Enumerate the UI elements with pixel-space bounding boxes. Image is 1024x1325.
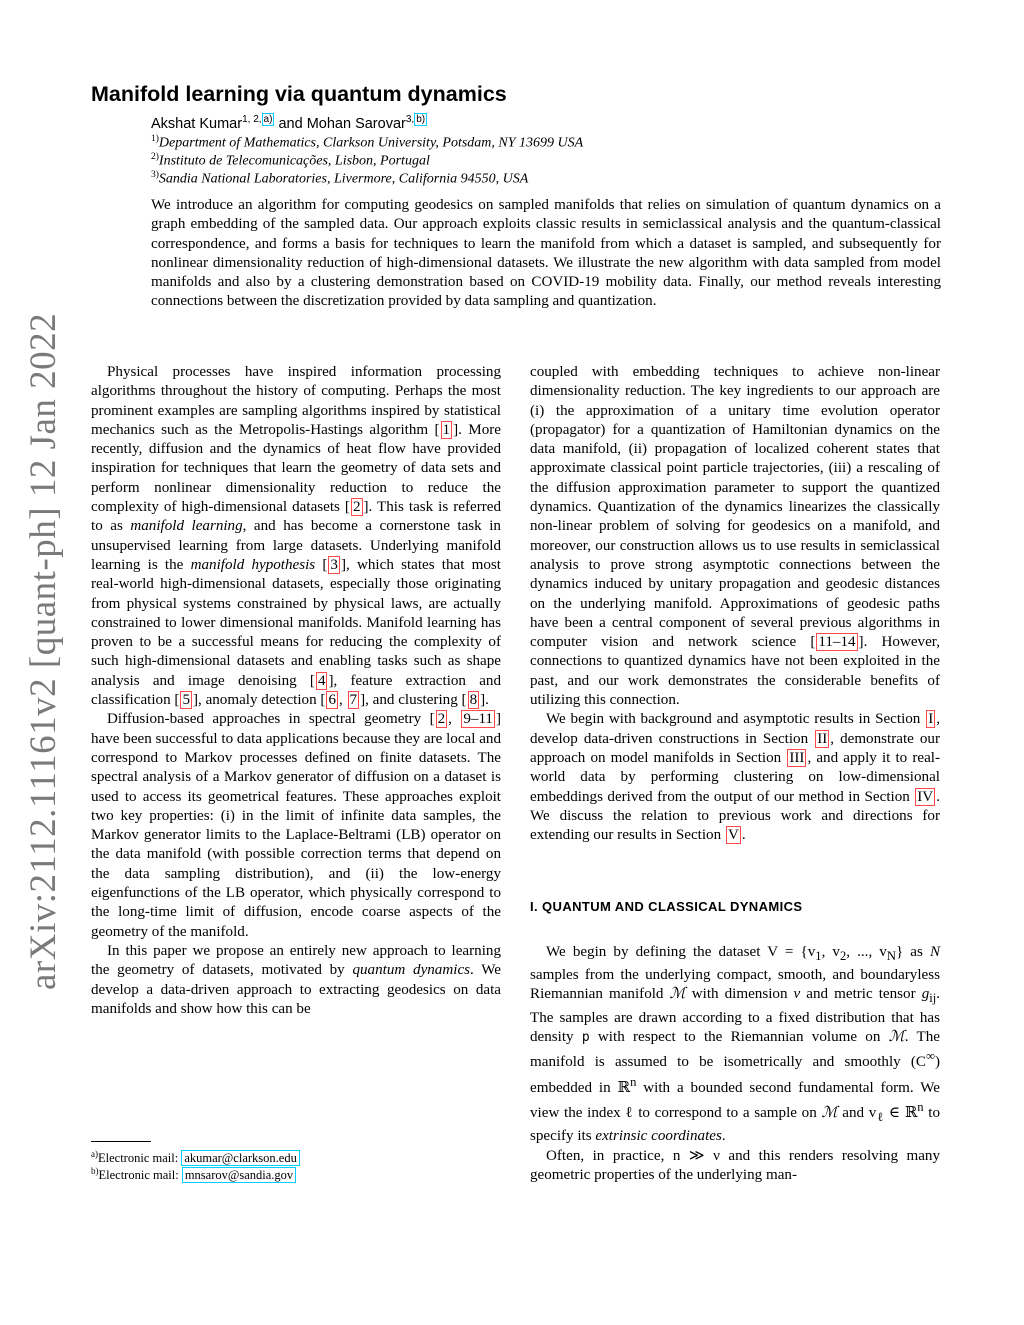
section-heading: I. QUANTUM AND CLASSICAL DYNAMICS [530, 899, 803, 915]
citation-link[interactable]: 3 [330, 556, 338, 573]
section-link[interactable]: II [817, 730, 828, 747]
paragraph: We begin with background and asymptotic results in Section I , develop data-driven constructions in Section II , demonstrate our approach on model manifolds in Section III , and apply it to real-world data by performing clustering on low-dimensional embeddings derived from the output of our method in Section IV . We discuss the relation to previous work and directions for extending our results in Section V . [530, 711, 940, 844]
citation-link[interactable]: 11–14 [818, 634, 856, 651]
left-column [91, 363, 501, 1019]
citation-link[interactable]: 5 [182, 692, 190, 709]
affiliation-3: $^{3)}$Sandia National Laboratories, Livermore, California 94550, USA [151, 170, 529, 187]
author-name: Mohan Sarovar [306, 115, 406, 132]
affiliation-marks: 3, b) [405, 114, 426, 125]
paragraph: Diffusion-based approaches in spectral geometry [ 2 , 9–11 ] have been successful to data applications because they are local and correspond to Markov processes defined on finite datasets. The spectral analysis of a Markov generator of diffusion on a dataset is used to access its geometrical features. These approaches exploit two key properties: (i) in the limit of infinite data samples, the Markov generator limits to the Laplace-Beltrami (LB) operator on the data manifold (with possible correction terms that depend on the data sampling distribution), and (ii) the low-energy eigenfunctions of the LB operator, which physically correspond to the long-time limit of diffusion, encode coarse aspects of the geometry of the manifold. [91, 711, 502, 940]
citation-link[interactable]: 9–11 [463, 711, 493, 728]
footnote-link-b[interactable]: b) [416, 114, 426, 125]
author-line [151, 114, 427, 132]
right-column [530, 363, 940, 1185]
footnote-rule [91, 1141, 151, 1142]
affiliation-1: $^{1)}$Department of Mathematics, Clarkson University, Potsdam, NY 13699 USA [151, 134, 584, 151]
citation-link[interactable]: 6 [328, 692, 336, 709]
email-link[interactable]: mnsarov@sandia.gov [182, 1167, 296, 1183]
author-name: Akshat Kumar [151, 115, 243, 132]
citation-link[interactable]: 2 [437, 711, 446, 728]
citation-link[interactable]: 2 [352, 499, 361, 516]
affiliation-marks: 1, 2, a) [242, 114, 273, 125]
section-link[interactable]: III [789, 749, 805, 766]
citation-link[interactable]: 4 [317, 672, 326, 689]
footnote-b: $^{b)}$Electronic mail: mnsarov@sandia.gov [91, 1166, 296, 1183]
citation-link[interactable]: 8 [469, 692, 478, 709]
footnote-link-a[interactable]: a) [263, 114, 273, 125]
affiliation-2: $^{2)}$Instituto de Telecomunicações, Lisbon, Portugal [151, 152, 430, 169]
paper-title: Manifold learning via quantum dynamics [91, 82, 507, 106]
section-link[interactable]: I [928, 711, 934, 728]
citation-link[interactable]: 1 [442, 421, 451, 438]
citation-link[interactable]: 7 [349, 692, 358, 709]
paragraph: We begin by defining the dataset $V = \{v_1$, $v_2$, ..., $v_N$} as N samples from the underlying compact, smooth, and boundaryless Riemannian manifold ℳ with dimension ν and metric tensor $g_{ij}$. The samples are drawn according to a fixed distribution that has density p with respect to the Riemannian volume on ℳ. The manifold is assumed to be isometrically and smoothly (C∞) embedded in ℝ$^n$ with a bounded second fundamental form. We view the index ℓ to correspond to a sample on ℳ and $v_\ell$ ∈ ℝ$^n$ to specify its extrinsic coordinates. [530, 943, 941, 1145]
section-link[interactable]: V [727, 827, 739, 844]
arxiv-identifier: arXiv:2112.11161v2 [quant-ph] 12 Jan 2022 [23, 312, 64, 990]
paragraph: Often, in practice, n ≫ ν and this renders resolving many geometric properties of the underlying man- [530, 1147, 940, 1183]
email-link[interactable]: akumar@clarkson.edu [181, 1150, 300, 1166]
section-link[interactable]: IV [917, 788, 934, 805]
and-text: and [274, 115, 307, 132]
paragraph: Physical processes have inspired information processing algorithms throughout the history of computing. Perhaps the most prominent examples are sampling algorithms inspired by statistical mechanics such as the Metropolis-Hastings algorithm [ 1 ]. More recently, diffusion and the dynamics of heat flow have provided inspiration for techniques that learn the geometry of data sets and perform nonlinear dimensionality reduction to reduce the complexity of high-dimensional datasets [ 2 ]. This task is referred to as manifold learning, and has become a cornerstone task in unsupervised learning from large datasets. Underlying manifold learning is the manifold hypothesis [ 3 ], which states that most real-world high-dimensional datasets, especially those originating from physical systems constrained by physical laws, are actually constrained to lower dimensional manifolds. Manifold learning has proven to be a successful means for reducing the complexity of such high-dimensional datasets and enabling tasks such as shape analysis and image denoising [ 4 ], feature extraction and classification [ 5 ], anomaly detection [ 6 , 7 ], and clustering [ 8 ]. [91, 364, 502, 709]
paragraph: coupled with embedding techniques to achieve non-linear dimensionality reduction. The key ingredients to our approach are (i) the approximation of a unitary time evolution operator (propagator) for a quantization of Hamiltonian dynamics on the data manifold, (ii) propagation of localized coherent states that approximate classical point particle trajectories, (iii) a rescaling of the diffusion approximation parameter to support the quantized dynamics. Quantization of the dynamics linearizes the classically non-linear problem of solving for geodesics on a manifold, and moreover, our construction allows us to use results in semiclassical analysis to prove strong asymptotic connections between the dynamics induced by unitary propagation and geodesic distances on the underlying manifold. Approximations of geodesic paths have been a central component of several previous algorithms in computer vision and network science [ 11–14 ]. However, connections to quantized dynamics have not been exploited in the past, and our work demonstrates the considerable benefits of utilizing this connection. [530, 364, 940, 709]
abstract: We introduce an algorithm for computing geodesics on sampled manifolds that relies on simulation of quantum dynamics on a graph embedding of the sampled data. Our approach exploits classic results in semiclassical analysis and the quantum-classical correspondence, and forms a basis for techniques to learn the manifold from which a dataset is sampled, and subsequently for nonlinear dimensionality reduction of high-dimensional datasets. We illustrate the new algorithm with data sampled from model manifolds and also by a clustering demonstration based on COVID-19 mobility data. Finally, our method reveals interesting connections between the discretization provided by data sampling and quantization. [151, 197, 941, 310]
footnote-a: $^{a)}$Electronic mail: akumar@clarkson.edu [91, 1149, 300, 1166]
paragraph: In this paper we propose an entirely new approach to learning the geometry of datasets, motivated by quantum dynamics. We develop a data-driven approach to extracting geodesics on data manifolds and show how this can be [91, 942, 502, 1017]
